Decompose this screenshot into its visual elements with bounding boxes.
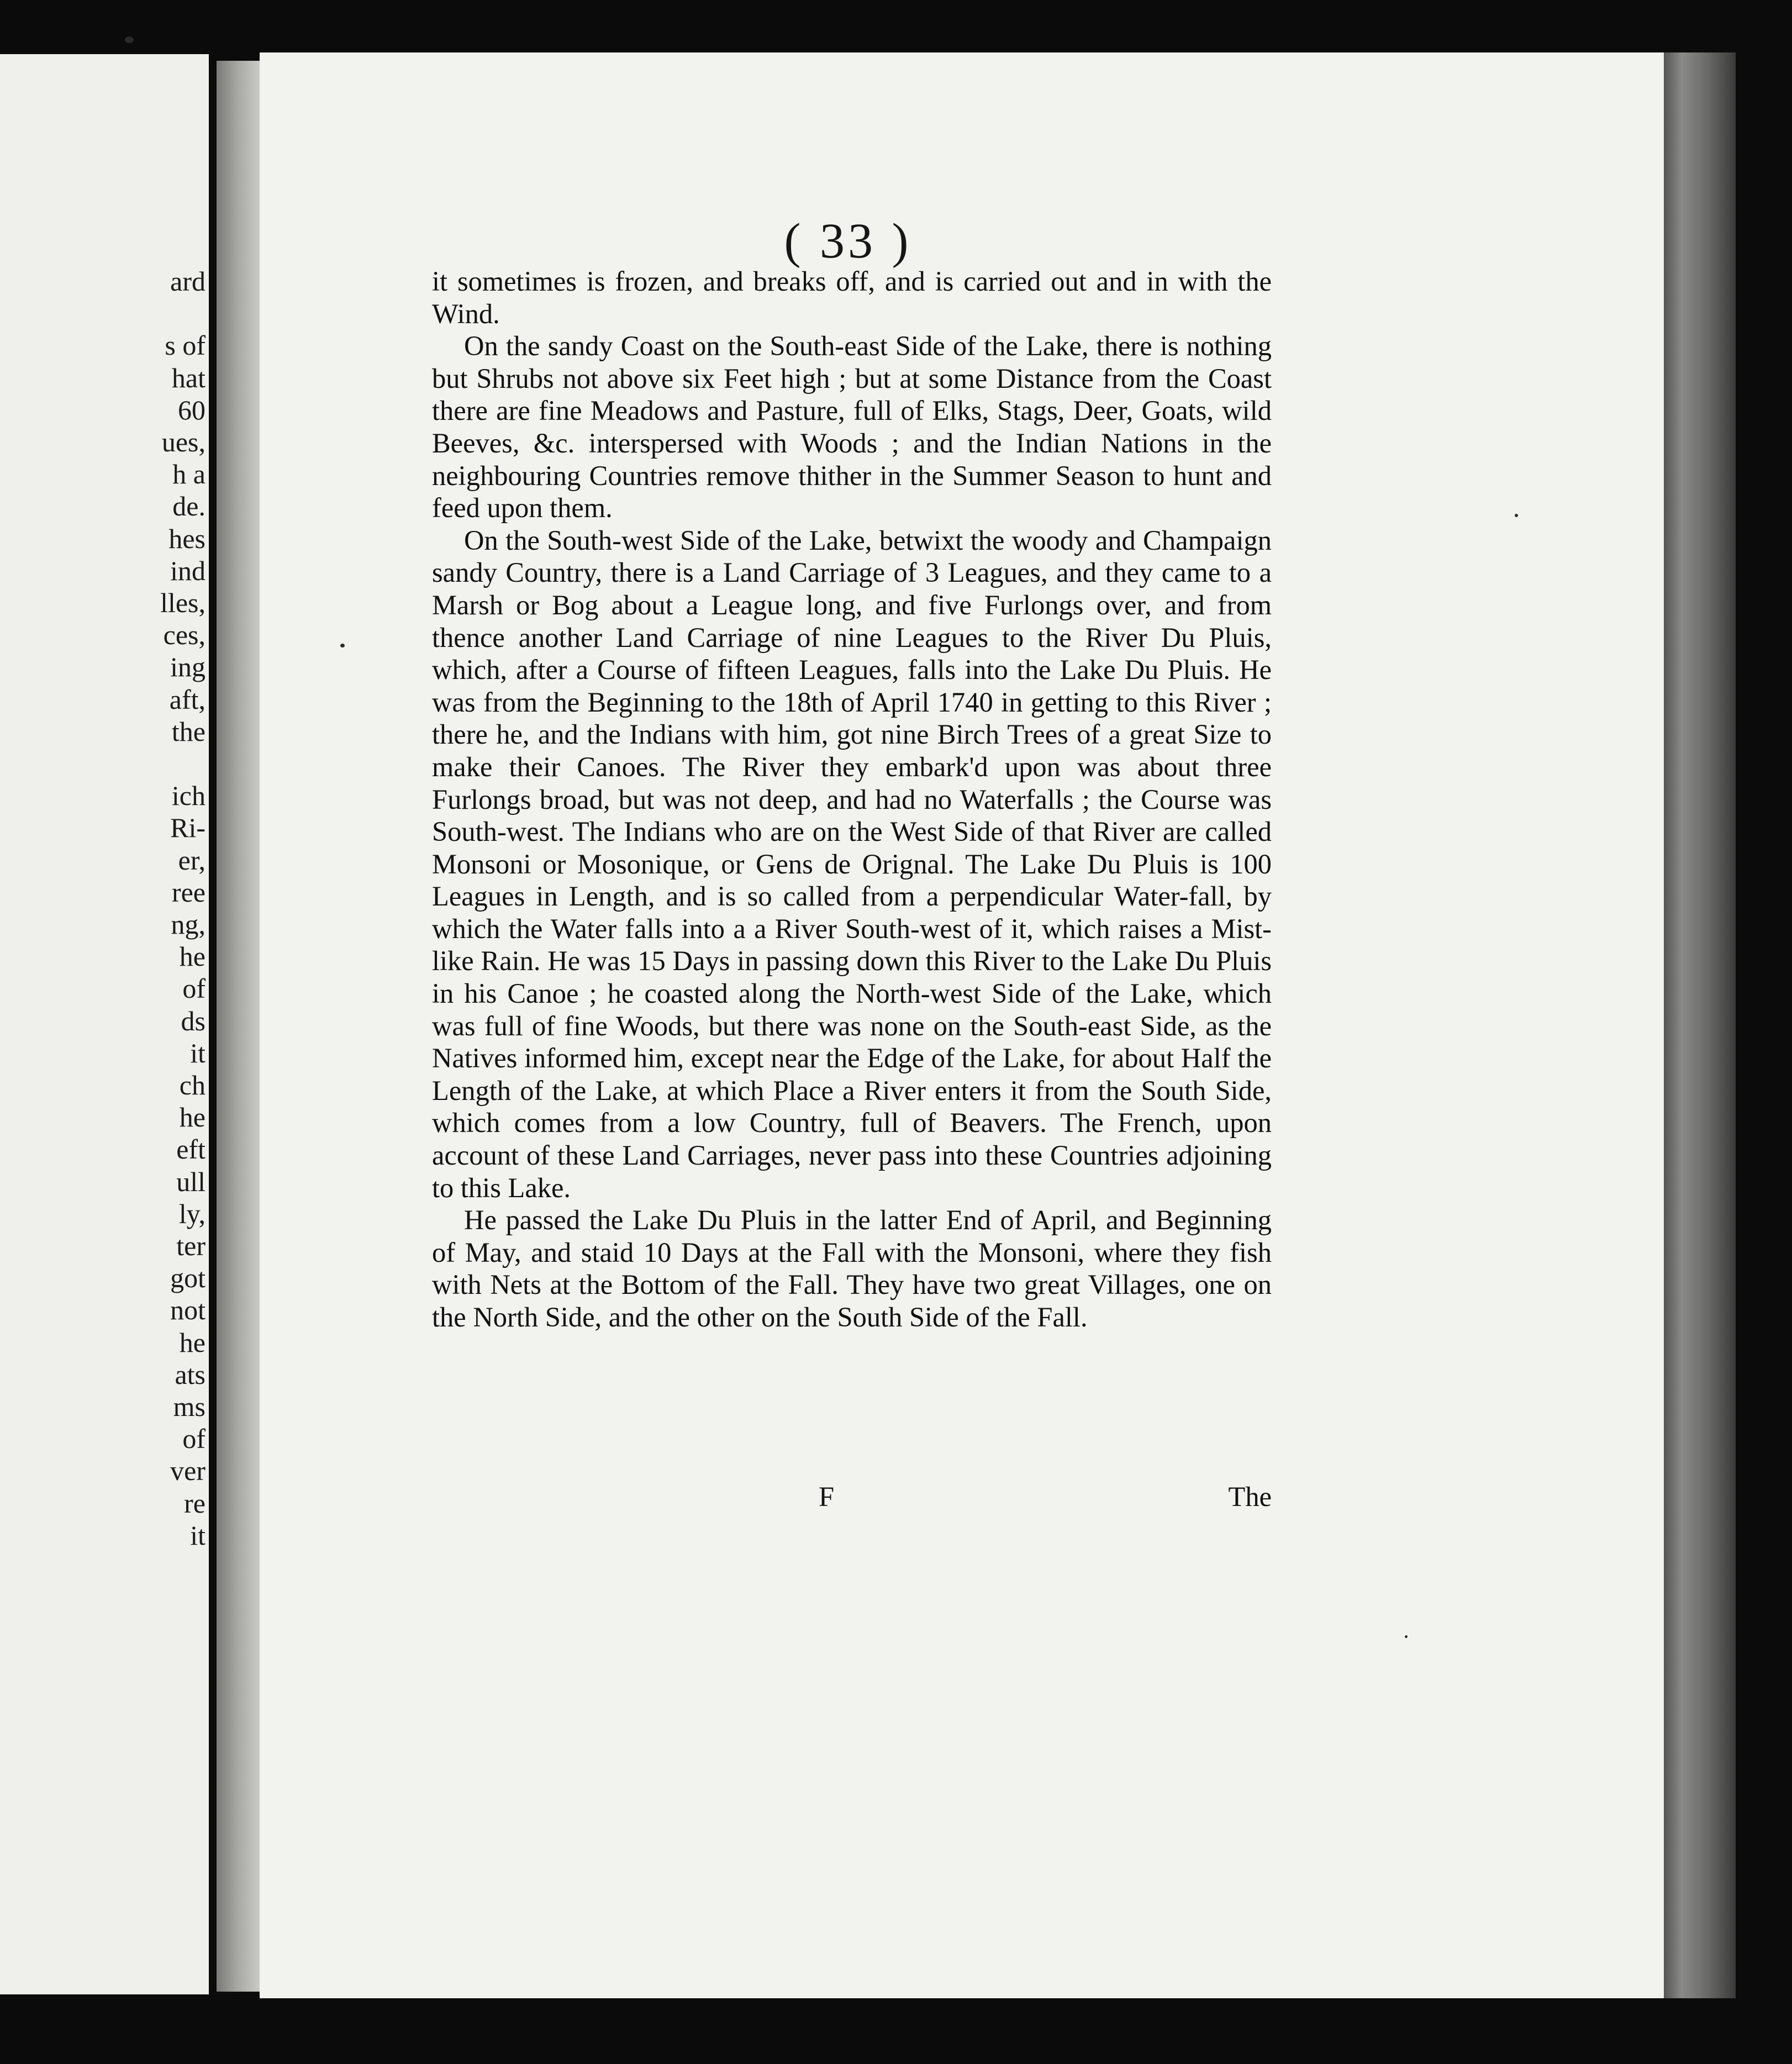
left-page-fragment: ree: [171, 876, 205, 908]
left-page-fragment: [0, 747, 205, 780]
paragraph-1: it sometimes is frozen, and breaks off, and is carried out and in with the Wind.: [432, 266, 1272, 329]
left-page-fragment: h a: [172, 459, 205, 490]
dust-speck: [340, 644, 345, 647]
book-gutter: [217, 61, 265, 1992]
left-page-fragment: ds: [181, 1005, 205, 1036]
left-page-fragment: eft: [176, 1134, 205, 1165]
left-page-fragment: it: [190, 1037, 205, 1068]
left-page-fragment: ull: [176, 1166, 205, 1197]
left-page-fragment: he: [179, 1102, 205, 1133]
paragraph-3: On the South-west Side of the Lake, betwixt the woody and Champaign sandy Country, there is a Land Carriage of 3 Leagues, and they came to a Marsh or Bog about a League long, and five Furlongs over, and from thence another Land Carriage of nine Leagues to the River Du Pluis, which, after a Course of fifteen Leagues, falls into the Lake Du Pluis. He was from the Beginning to the 18th of April 1740 in getting to this River ; there he, and the Indians with him, got nine Birch Trees of a great Size to make their Canoes. The River they embark'd upon was about three Furlongs broad, but was not deep, and had no Waterfalls ; the Course was South-west. The Indians who are on the West Side of that River are called Monsoni or Mosonique, or Gens de Orignal. The Lake Du Pluis is 100 Leagues in Length, and is so called from a perpendicular Water-fall, by which the Water falls into a a River South-west of it, which raises a Mist-like Rain. He was 15 Days in passing down this River to the Lake Du Pluis in his Canoe ; he coasted along the North-west Side of the Lake, which was full of fine Woods, but there was none on the South-east Side, as the Natives informed him, except near the Edge of the Lake, for about Half the Length of the Lake, at which Place a River enters it from the South Side, which comes from a low Country, full of Beavers. The French, upon account of these Land Carriages, never pass into these Countries adjoining to this Lake.: [432, 524, 1272, 1203]
left-page-fragment: of: [182, 973, 205, 1004]
left-page-fragment: [0, 297, 205, 329]
left-page-fragment: he: [179, 1326, 205, 1358]
left-page-fragment: ats: [175, 1359, 205, 1390]
left-page-fragment: er,: [178, 844, 205, 876]
left-page-fragment: ms: [173, 1391, 205, 1423]
page-footer: [432, 1481, 1272, 1519]
left-page-fragment: re: [184, 1487, 205, 1519]
left-page-fragment: he: [179, 941, 205, 972]
dust-speck: [125, 36, 134, 43]
left-page-fragment: de.: [172, 491, 205, 522]
left-page-fragment: lles,: [160, 587, 205, 619]
left-page-fragment: ch: [179, 1070, 205, 1101]
left-page-fragment: s of: [165, 330, 205, 361]
dust-speck: [1515, 514, 1518, 517]
left-page-fragment: got: [170, 1262, 205, 1294]
catchword: The: [1228, 1481, 1272, 1512]
page-edge-stack: [1664, 52, 1736, 1998]
paragraph-4: He passed the Lake Du Pluis in the latter End of April, and Beginning of May, and staid 10 Days at the Fall with the Monsoni, where they fish with Nets at the Bottom of the Fall. They have two great Villages, one on the North Side, and the other on the South Side of the Fall.: [432, 1204, 1272, 1333]
left-page-fragment: of: [182, 1423, 205, 1455]
paragraph-2: On the sandy Coast on the South-east Side of the Lake, there is nothing but Shrubs not above six Feet high ; but at some Distance from the Coast there are fine Meadows and Pasture, full of Elks, Stags, Deer, Goats, wild Beeves, &c. interspersed with Woods ; and the Indian Nations in the neighbouring Countries remove thither in the Summer Season to hunt and feed upon them.: [432, 330, 1272, 524]
left-page-fragment: ces,: [163, 619, 205, 651]
left-page-fragment: ard: [170, 266, 205, 297]
body-text: [432, 265, 1272, 1334]
left-page-fragment: hat: [171, 362, 205, 393]
signature-mark: F: [819, 1481, 835, 1512]
page-number: ( 33 ): [784, 214, 912, 268]
left-page-fragment: aft,: [169, 683, 205, 715]
left-page-fragment: the: [171, 715, 205, 747]
left-page-text-fragments: [0, 265, 205, 1551]
left-page-fragment: ly,: [178, 1198, 205, 1229]
left-page-fragment: ues,: [161, 427, 205, 457]
left-page-fragment: Ri-: [170, 812, 205, 844]
dust-speck: [1405, 1635, 1408, 1638]
left-page-fragment: it: [190, 1519, 205, 1551]
left-page-fragment: ng,: [171, 909, 205, 940]
left-page-fragment: ing: [170, 651, 205, 683]
left-page-fragment: 60: [178, 394, 205, 425]
left-page-fragment: ter: [176, 1230, 205, 1262]
left-page-fragment: ind: [170, 555, 205, 586]
left-page-fragment: hes: [168, 523, 205, 554]
left-page-fragment: ver: [170, 1455, 205, 1487]
left-page-fragment: not: [170, 1294, 205, 1326]
left-page-fragment: ich: [171, 780, 205, 812]
